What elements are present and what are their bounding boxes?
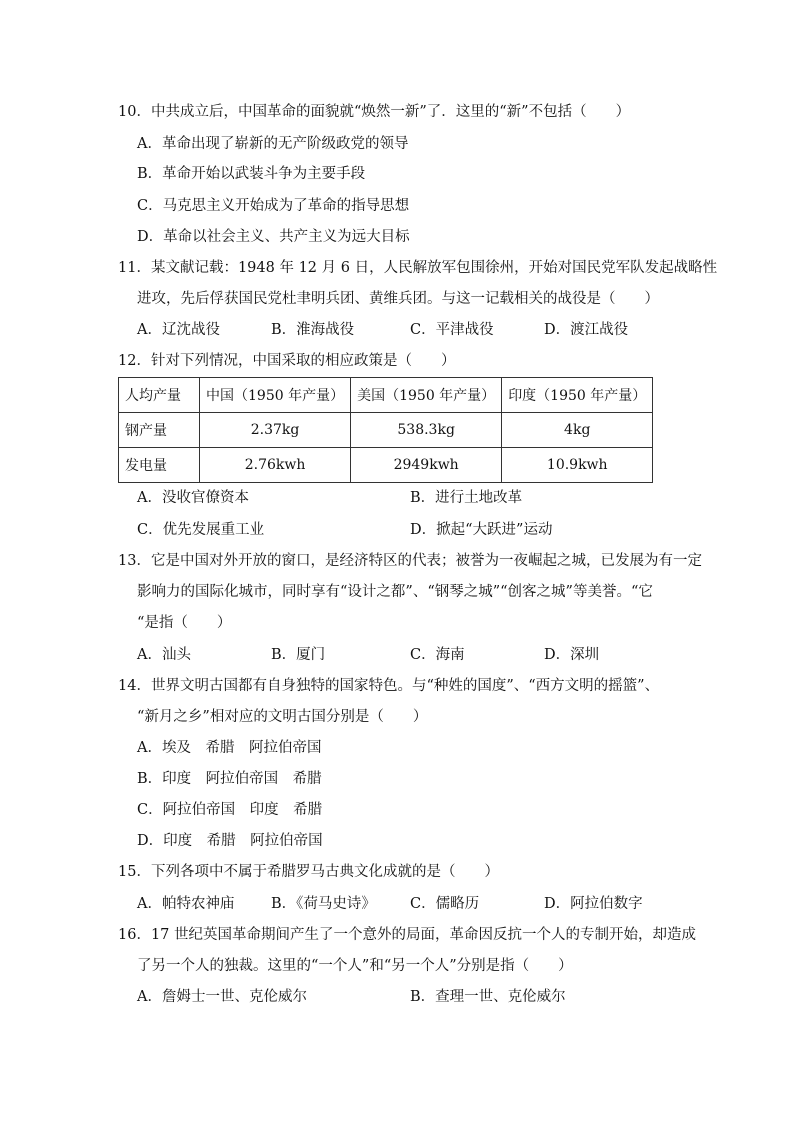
q13-stem-line3: “是指（ ）: [137, 615, 232, 631]
q12-data-table: [118, 377, 653, 483]
q15-option-c: C．儒略历: [410, 896, 480, 912]
q15-stem: 15．下列各项中不属于希腊罗马古典文化成就的是（ ）: [118, 864, 499, 880]
q15-option-a: A．帕特农神庙: [137, 896, 235, 912]
q13-stem-line2: 影响力的国际化城市，同时享有“设计之都”、“钢琴之城”“创客之城”等美誉。“它: [137, 584, 653, 600]
table-cell: 4kg: [502, 413, 653, 448]
table-cell: 2.76kwh: [200, 448, 351, 483]
table-header-cell: 中国（1950 年产量）: [200, 378, 351, 413]
table-header-row: [119, 378, 653, 413]
table-cell: 538.3kg: [351, 413, 502, 448]
table-cell: 2949kwh: [351, 448, 502, 483]
q14-option-b: B．印度 阿拉伯帝国 希腊: [137, 771, 322, 787]
q14-option-a: A．埃及 希腊 阿拉伯帝国: [137, 740, 322, 756]
q10-option-d: D．革命以社会主义、共产主义为远大目标: [137, 229, 410, 245]
q10-option-a: A．革命出现了崭新的无产阶级政党的领导: [137, 136, 409, 152]
q16-stem-line1: 16．17 世纪英国革命期间产生了一个意外的局面，革命因反抗一个人的专制开始，却造成: [118, 927, 697, 943]
q15-option-d: D．阿拉伯数字: [544, 896, 643, 912]
table-row: [119, 448, 653, 483]
q13-option-c: C．海南: [410, 647, 465, 663]
q13-option-b: B．厦门: [271, 647, 326, 663]
q11-option-b: B．淮海战役: [271, 322, 355, 338]
q12-option-c: C．优先发展重工业: [137, 522, 265, 538]
table-cell: 10.9kwh: [502, 448, 653, 483]
table-header-cell: 美国（1950 年产量）: [351, 378, 502, 413]
q11-stem-line1: 11．某文献记载：1948 年 12 月 6 日，人民解放军包围徐州，开始对国民党军队发起战略性: [118, 260, 718, 276]
q10-stem: 10．中共成立后，中国革命的面貌就“焕然一新”了．这里的“新”不包括（ ）: [118, 104, 631, 120]
table-header-cell: 人均产量: [119, 378, 200, 413]
q10-option-b: B．革命开始以武装斗争为主要手段: [137, 166, 366, 182]
table-header-cell: 印度（1950 年产量）: [502, 378, 653, 413]
q10-option-c: C．马克思主义开始成为了革命的指导思想: [137, 198, 410, 214]
q16-stem-line2: 了另一个人的独裁。这里的“一个人”和“另一个人”分别是指（ ）: [137, 958, 573, 974]
table-row: [119, 413, 653, 448]
q13-stem-line1: 13．它是中国对外开放的窗口，是经济特区的代表；被誉为一夜崛起之城，已发展为有一定: [118, 553, 702, 569]
q12-option-d: D．掀起“大跃进”运动: [410, 522, 553, 538]
table-cell: 2.37kg: [200, 413, 351, 448]
q11-option-c: C．平津战役: [410, 322, 494, 338]
table-cell: 发电量: [119, 448, 200, 483]
q13-option-d: D．深圳: [544, 647, 600, 663]
q12-option-a: A．没收官僚资本: [137, 490, 249, 506]
table-cell: 钢产量: [119, 413, 200, 448]
q16-option-b: B．查理一世、克伦威尔: [410, 989, 566, 1005]
q14-stem-line1: 14．世界文明古国都有自身独特的国家特色。与“种姓的国度”、“西方文明的摇篮”、: [118, 678, 660, 694]
q15-option-b: B．《荷马史诗》: [271, 896, 376, 912]
q16-option-a: A．詹姆士一世、克伦威尔: [137, 989, 307, 1005]
q13-option-a: A．汕头: [137, 647, 191, 663]
q12-option-b: B．进行土地改革: [410, 490, 523, 506]
q12-stem: 12．针对下列情况，中国采取的相应政策是（ ）: [118, 353, 456, 369]
q14-option-d: D．印度 希腊 阿拉伯帝国: [137, 833, 323, 849]
q11-option-d: D．渡江战役: [544, 322, 629, 338]
q11-stem-line2: 进攻，先后俘获国民党杜聿明兵团、黄维兵团。与这一记载相关的战役是（ ）: [137, 291, 659, 307]
q14-option-c: C．阿拉伯帝国 印度 希腊: [137, 802, 323, 818]
q14-stem-line2: “新月之乡”相对应的文明古国分别是（ ）: [137, 709, 428, 725]
q11-option-a: A．辽沈战役: [137, 322, 220, 338]
